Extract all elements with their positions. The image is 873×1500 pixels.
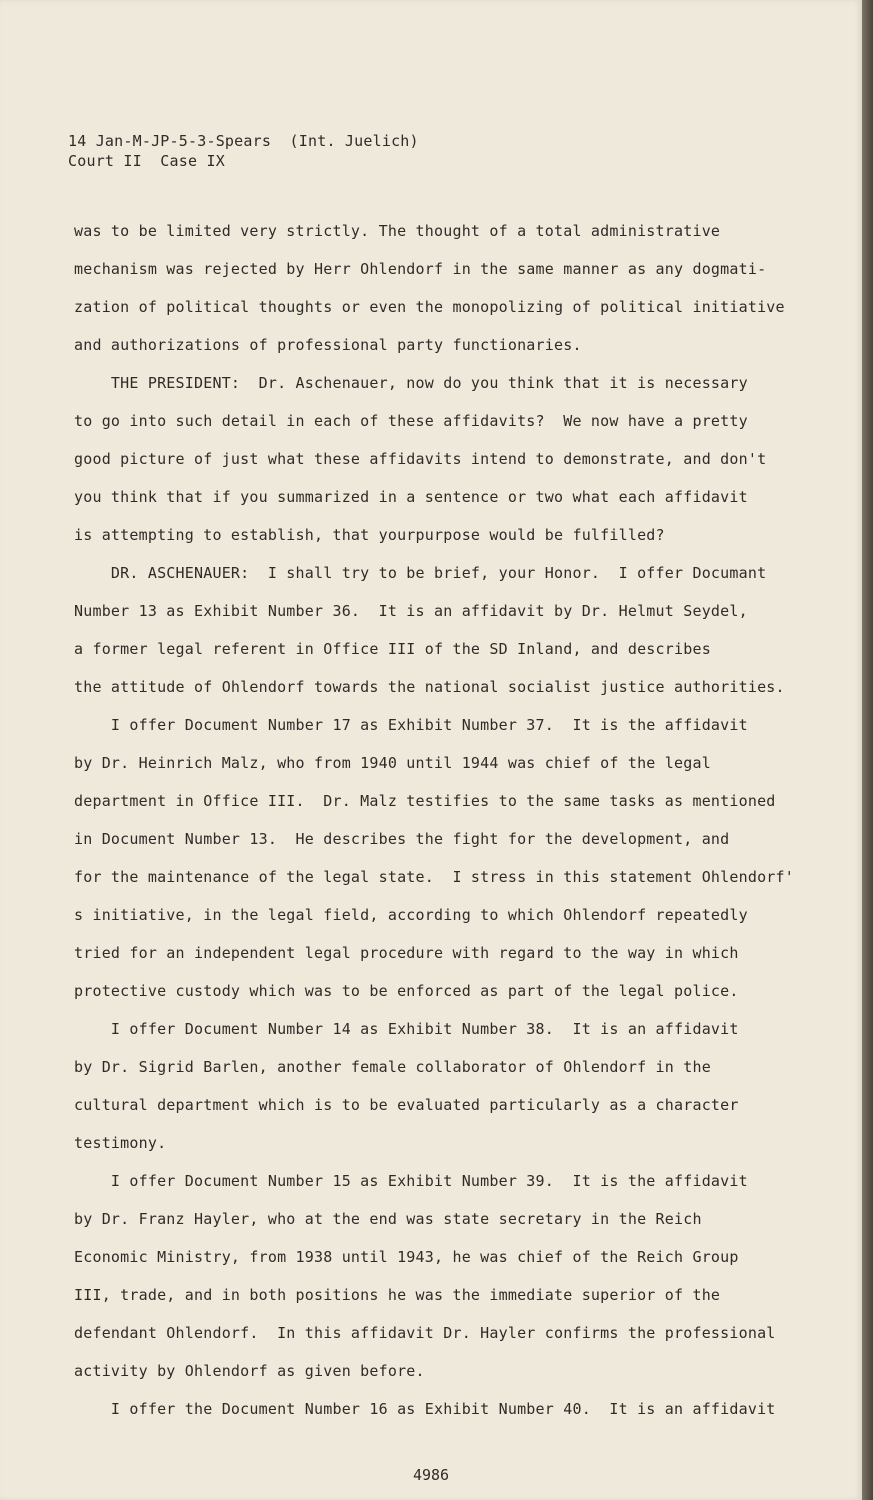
transcript-line: I offer Document Number 15 as Exhibit Number 39. It is the affidavit bbox=[74, 1172, 748, 1190]
transcript-line: Number 13 as Exhibit Number 36. It is an affidavit by Dr. Helmut Seydel, bbox=[74, 602, 748, 620]
transcript-line: by Dr. Sigrid Barlen, another female collaborator of Ohlendorf in the bbox=[74, 1058, 711, 1076]
transcript-line: in Document Number 13. He describes the fight for the development, and bbox=[74, 830, 730, 848]
transcript-line: is attempting to establish, that yourpurpose would be fulfilled? bbox=[74, 526, 665, 544]
transcript-line: good picture of just what these affidavits intend to demonstrate, and don't bbox=[74, 450, 767, 468]
transcript-line: activity by Ohlendorf as given before. bbox=[74, 1362, 425, 1380]
transcript-line: testimony. bbox=[74, 1134, 167, 1152]
page-edge-shadow bbox=[862, 0, 873, 1500]
transcript-line: was to be limited very strictly. The thought of a total administrative bbox=[74, 222, 721, 240]
transcript-line: I offer Document Number 14 as Exhibit Number 38. It is an affidavit bbox=[74, 1020, 739, 1038]
transcript-line: department in Office III. Dr. Malz testifies to the same tasks as mentioned bbox=[74, 792, 776, 810]
transcript-line: by Dr. Heinrich Malz, who from 1940 until 1944 was chief of the legal bbox=[74, 754, 711, 772]
transcript-line: to go into such detail in each of these affidavits? We now have a pretty bbox=[74, 412, 748, 430]
transcript-line: mechanism was rejected by Herr Ohlendorf in the same manner as any dogmati- bbox=[74, 260, 767, 278]
transcript-line: protective custody which was to be enforced as part of the legal police. bbox=[74, 982, 739, 1000]
transcript-line: III, trade, and in both positions he was the immediate superior of the bbox=[74, 1286, 721, 1304]
transcript-line: cultural department which is to be evaluated particularly as a character bbox=[74, 1096, 739, 1114]
transcript-line: DR. ASCHENAUER: I shall try to be brief, your Honor. I offer Documant bbox=[74, 564, 767, 582]
transcript-line: the attitude of Ohlendorf towards the national socialist justice authorities. bbox=[74, 678, 785, 696]
transcript-line: Economic Ministry, from 1938 until 1943, he was chief of the Reich Group bbox=[74, 1248, 739, 1266]
transcript-line: tried for an independent legal procedure with regard to the way in which bbox=[74, 944, 739, 962]
transcript-line: by Dr. Franz Hayler, who at the end was state secretary in the Reich bbox=[74, 1210, 702, 1228]
transcript-line: you think that if you summarized in a sentence or two what each affidavit bbox=[74, 488, 748, 506]
transcript-line: zation of political thoughts or even the monopolizing of political initiative bbox=[74, 298, 785, 316]
transcript-line: for the maintenance of the legal state. I stress in this statement Ohlendorf' bbox=[74, 868, 794, 886]
transcript-line: defendant Ohlendorf. In this affidavit Dr. Hayler confirms the professional bbox=[74, 1324, 776, 1342]
header-court-case-line: Court II Case IX bbox=[68, 152, 225, 170]
transcript-line: a former legal referent in Office III of the SD Inland, and describes bbox=[74, 640, 711, 658]
transcript-line: I offer Document Number 17 as Exhibit Number 37. It is the affidavit bbox=[74, 716, 748, 734]
transcript-line: s initiative, in the legal field, according to which Ohlendorf repeatedly bbox=[74, 906, 748, 924]
document-header bbox=[68, 131, 419, 171]
transcript-line: and authorizations of professional party functionaries. bbox=[74, 336, 582, 354]
page-number: 4986 bbox=[412, 1466, 450, 1484]
transcript-line: I offer the Document Number 16 as Exhibit Number 40. It is an affidavit bbox=[74, 1400, 776, 1418]
transcript-line: THE PRESIDENT: Dr. Aschenauer, now do you think that it is necessary bbox=[74, 374, 748, 392]
header-reference-line: 14 Jan-M-JP-5-3-Spears (Int. Juelich) bbox=[68, 132, 419, 150]
